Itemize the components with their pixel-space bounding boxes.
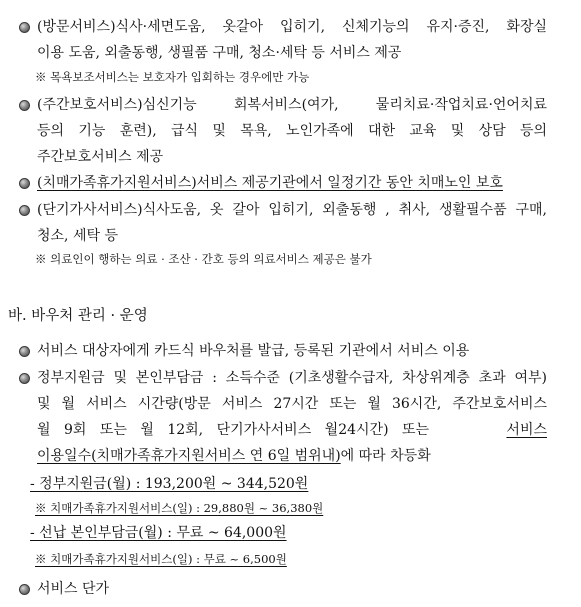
bullet-subsidy-line2: 및 월 서비스 시간량(방문 서비스 27시간 또는 월 36시간, 주간보호서비스 (37, 396, 547, 412)
bullet-daycare-line1: (주간보호서비스)심신기능 회복서비스(여가, 물리치료·작업치료·언어치료 (37, 97, 547, 113)
bullet-icon (19, 346, 30, 357)
bullet-subsidy-line3 (37, 420, 547, 440)
subsidy-line3-underlined: 서비스 (506, 422, 547, 438)
bullet-daycare-line3: 주간보호서비스 제공 (37, 149, 164, 165)
note-bath-service: ※ 목욕보조서비스는 보호자가 입회하는 경우에만 가능 (35, 70, 310, 84)
bullet-dementia-respite: (치매가족휴가지원서비스)서비스 제공기관에서 일정기간 동안 치매노인 보호 (37, 175, 503, 191)
bullet-icon (19, 373, 30, 384)
bullet-voucher-issue: 서비스 대상자에게 카드식 바우처를 발급, 등록된 기관에서 서비스 이용 (37, 343, 470, 359)
bullet-daycare-line2: 등의 기능 훈련), 급식 및 목욕, 노인가족에 대한 교육 및 상담 등의 (37, 123, 547, 139)
subsidy-line4-underlined: 이용일수(치매가족휴가지원서비스 연 6일 범위내) (37, 448, 341, 464)
copayment-monthly: - 선납 본인부담금(월) : 무료 ~ 64,000원 (30, 525, 287, 541)
bullet-icon (19, 100, 30, 111)
bullet-visit-service-line1: (방문서비스)식사·세면도움, 옷갈아 입히기, 신체기능의 유지·증진, 화장실 (37, 19, 547, 35)
bullet-service-unit-price: 서비스 단가 (37, 581, 110, 597)
bullet-subsidy-line1: 정부지원금 및 본인부담금 : 소득수준 (기초생활수급자, 차상위계층 초과 여부) (37, 370, 547, 386)
bullet-short-housework-line1: (단기가사서비스)식사도움, 옷 갈아 입히기, 외출동행 , 취사, 생활필수품 구매, (37, 202, 547, 218)
bullet-short-housework-line2: 청소, 세탁 등 (37, 228, 118, 244)
bullet-icon (19, 205, 30, 216)
subsidy-line4-text: 에 따라 차등화 (340, 448, 431, 464)
bullet-subsidy-line4 (37, 446, 431, 466)
section-heading-voucher: 바. 바우처 관리 · 운영 (8, 308, 148, 324)
bullet-icon (19, 584, 30, 595)
subsidy-line3-text: 월 9회 또는 월 12회, 단기가사서비스 월24시간) 또는 (37, 422, 430, 438)
bullet-visit-service-line2: 이용 도움, 외출동행, 생필품 구매, 청소·세탁 등 서비스 제공 (37, 45, 402, 61)
government-subsidy-monthly: - 정부지원금(월) : 193,200원 ~ 344,520원 (30, 476, 309, 492)
note-dementia-copayment-daily: ※ 치매가족휴가지원서비스(일) : 무료 ~ 6,500원 (35, 552, 287, 566)
bullet-icon (19, 22, 30, 33)
note-dementia-subsidy-daily: ※ 치매가족휴가지원서비스(일) : 29,880원 ~ 36,380원 (35, 501, 324, 515)
bullet-icon (19, 178, 30, 189)
note-medical-service: ※ 의료인이 행하는 의료 · 조산 · 간호 등의 의료서비스 제공은 불가 (35, 252, 372, 266)
